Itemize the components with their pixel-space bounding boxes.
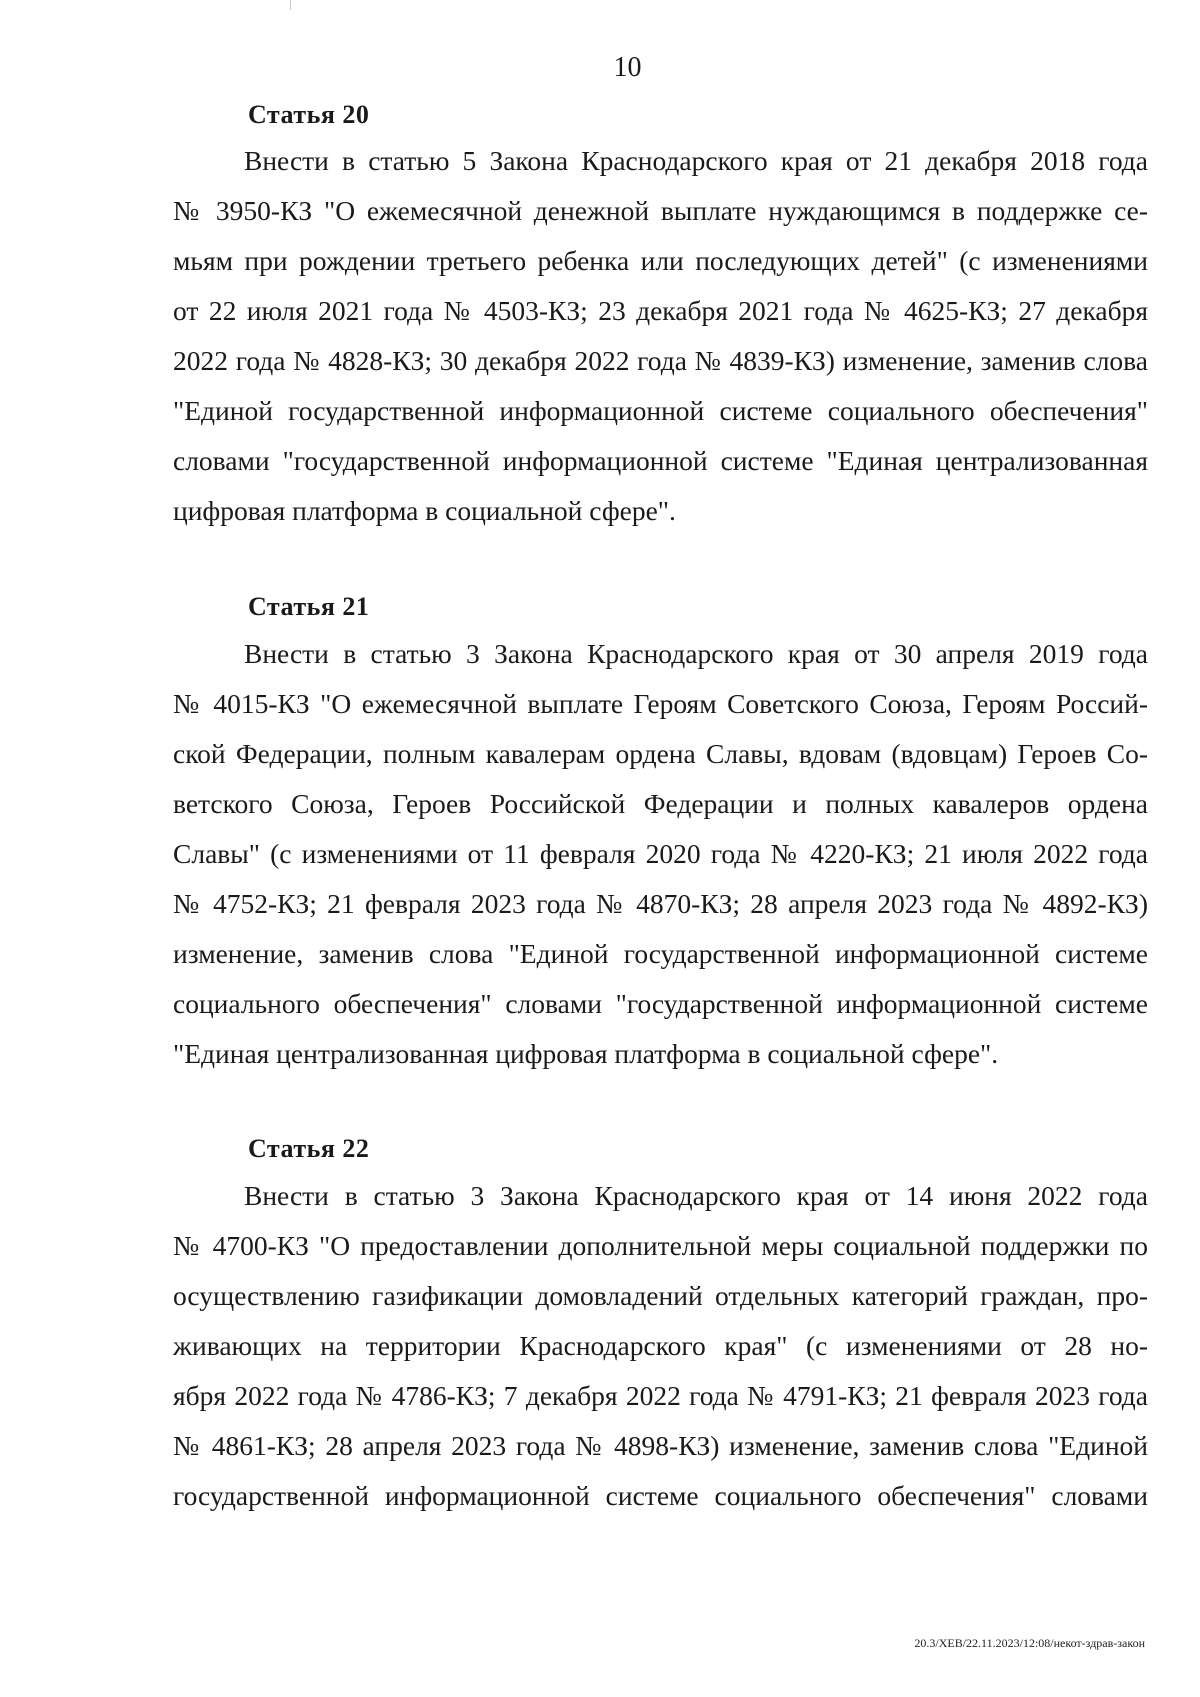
- paragraph-line: Внести в статью 5 Закона Краснодарского края от 21 декабря 2018 года: [244, 145, 1148, 176]
- paragraph-line: ветского Союза, Героев Российской Федерации и полных кавалеров ордена: [173, 788, 1148, 819]
- paragraph-line: мьям при рождении третьего ребенка или последующих детей" (с изменениями: [173, 245, 1148, 276]
- paragraph-line: № 4861-КЗ; 28 апреля 2023 года № 4898-КЗ) изменение, заменив слова "Единой: [173, 1430, 1148, 1461]
- paragraph-line: цифровая платформа в социальной сфере".: [173, 495, 676, 526]
- paragraph-line: 2022 года № 4828-КЗ; 30 декабря 2022 года № 4839-КЗ) изменение, заменив слова: [173, 345, 1148, 376]
- article-title: Статья 20: [248, 100, 370, 129]
- footer-document-code: 20.3/ХЕВ/22.11.2023/12:08/некот-здрав-закон: [914, 1636, 1145, 1650]
- paragraph-line: от 22 июля 2021 года № 4503-КЗ; 23 декабря 2021 года № 4625-КЗ; 27 декабря: [173, 295, 1148, 326]
- paragraph-line: № 4752-КЗ; 21 февраля 2023 года № 4870-КЗ; 28 апреля 2023 года № 4892-КЗ): [173, 888, 1148, 919]
- paragraph-line: Внести в статью 3 Закона Краснодарского края от 14 июня 2022 года: [244, 1180, 1148, 1211]
- paragraph-line: живающих на территории Краснодарского края" (с изменениями от 28 но-: [173, 1330, 1148, 1361]
- paragraph-line: ской Федерации, полным кавалерам ордена Славы, вдовам (вдовцам) Героев Со-: [173, 738, 1148, 769]
- paragraph-line: № 4700-КЗ "О предоставлении дополнительной меры социальной поддержки по: [173, 1230, 1148, 1261]
- paragraph-line: "Единая централизованная цифровая платформа в социальной сфере".: [173, 1038, 999, 1069]
- scan-edge-mark: [290, 0, 291, 10]
- paragraph-line: государственной информационной системе социального обеспечения" словами: [173, 1480, 1148, 1511]
- page-number: 10: [613, 52, 642, 83]
- article-title: Статья 22: [248, 1134, 370, 1163]
- paragraph-line: Славы" (с изменениями от 11 февраля 2020 года № 4220-КЗ; 21 июля 2022 года: [173, 838, 1148, 869]
- paragraph-line: Внести в статью 3 Закона Краснодарского края от 30 апреля 2019 года: [244, 638, 1148, 669]
- paragraph-line: словами "государственной информационной системе "Единая централизованная: [173, 445, 1148, 476]
- article-title: Статья 21: [248, 592, 370, 621]
- paragraph-line: № 3950-КЗ "О ежемесячной денежной выплате нуждающимся в поддержке се-: [173, 195, 1148, 226]
- paragraph-line: № 4015-КЗ "О ежемесячной выплате Героям Советского Союза, Героям Россий-: [173, 688, 1148, 719]
- paragraph-line: изменение, заменив слова "Единой государственной информационной системе: [173, 938, 1148, 969]
- paragraph-line: ября 2022 года № 4786-КЗ; 7 декабря 2022 года № 4791-КЗ; 21 февраля 2023 года: [173, 1380, 1148, 1411]
- paragraph-line: осуществлению газификации домовладений отдельных категорий граждан, про-: [173, 1280, 1148, 1311]
- paragraph-line: социального обеспечения" словами "государственной информационной системе: [173, 988, 1148, 1019]
- paragraph-line: "Единой государственной информационной системе социального обеспечения": [173, 395, 1148, 426]
